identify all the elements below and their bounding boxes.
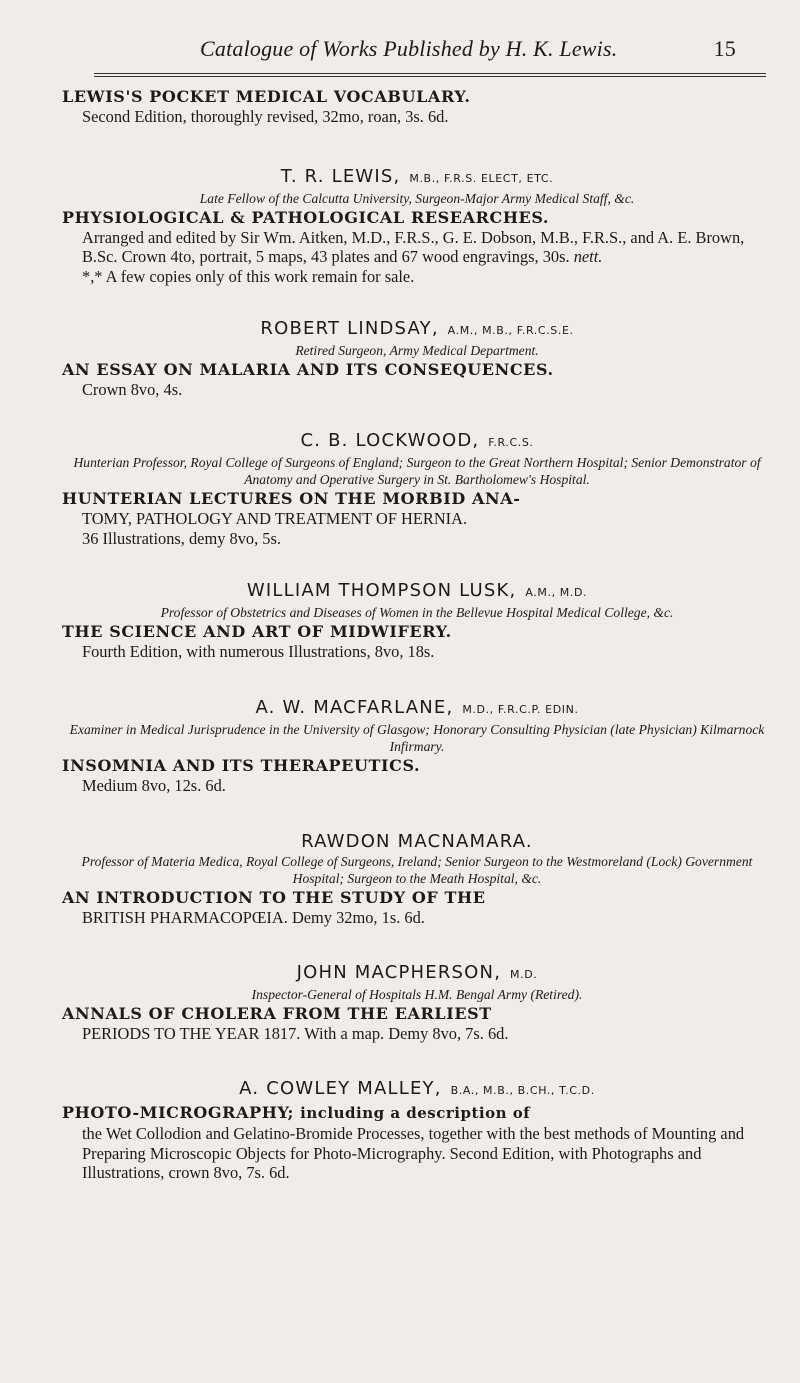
author-degrees: M.D., F.R.C.P. EDIN.	[462, 702, 579, 716]
author-name	[62, 317, 772, 342]
author-degrees: A.M., M.B., F.R.C.S.E.	[447, 323, 574, 337]
catalogue-entry	[62, 429, 772, 548]
book-details: Second Edition, thoroughly revised, 32mo, roan, 3s. 6d.	[82, 107, 449, 126]
book-title-continued-text: PERIODS TO THE YEAR 1817.	[82, 1023, 301, 1043]
catalogue-entry	[62, 1077, 772, 1183]
header-rule-thin	[94, 76, 766, 77]
book-details: Demy 32mo, 1s. 6d.	[291, 908, 425, 927]
author-name	[62, 1077, 772, 1102]
author-description: Hunterian Professor, Royal College of Surgeons of England; Surgeon to the Great Northern Hospital; Senior Demonstrator of Anatomy and Operative Surgery in St. Bartholomew's Hospital.	[73, 455, 761, 487]
catalogue-entry	[62, 961, 772, 1044]
header-rule	[94, 73, 766, 74]
author-name	[62, 579, 772, 604]
book-title-continued	[62, 1024, 772, 1044]
book-title-text: PHOTO-MICROGRAPHY;	[62, 1103, 294, 1122]
catalogue-entry	[62, 830, 772, 928]
book-title: LEWIS'S POCKET MEDICAL VOCABULARY.	[62, 87, 471, 106]
book-title-rest: including a description of	[300, 1104, 531, 1122]
author-degrees: F.R.C.S.	[488, 436, 534, 449]
catalogue-list	[62, 86, 772, 1207]
book-details: the Wet Collodion and Gelatino-Bromide Processes, together with the best methods of Mounting and Preparing Microscopic Objects for Photo-Micrography. Second Edition, with Photographs and Illustrations, crown 8vo, 7s. 6d.	[82, 1124, 745, 1182]
catalogue-entry	[62, 165, 772, 287]
availability-note: *,* A few copies only of this work remain for sale.	[82, 266, 415, 286]
running-head	[66, 36, 750, 66]
book-title: AN ESSAY ON MALARIA AND ITS CONSEQUENCES.	[62, 359, 554, 379]
author-name-text: T. R. LEWIS,	[280, 165, 401, 187]
author-description: Professor of Materia Medica, Royal College of Surgeons, Ireland; Senior Surgeon to the Westmoreland (Lock) Government Hospital; Surgeon to the Meath Hospital, &c.	[81, 854, 753, 886]
author-name	[62, 165, 772, 190]
author-degrees: B.A., M.B., B.CH., T.C.D.	[450, 1084, 595, 1097]
author-description: Inspector-General of Hospitals H.M. Bengal Army (Retired).	[251, 986, 583, 1002]
author-name	[62, 696, 772, 721]
book-details: Fourth Edition, with numerous Illustrations, 8vo, 18s.	[82, 642, 435, 661]
author-name	[62, 830, 772, 853]
book-title: PHYSIOLOGICAL & PATHOLOGICAL RESEARCHES.	[62, 207, 550, 227]
author-degrees: M.D.	[510, 967, 538, 981]
author-name	[62, 961, 772, 986]
book-title-continued-text: BRITISH PHARMACOPŒIA.	[82, 908, 288, 927]
author-description: Professor of Obstetrics and Diseases of Women in the Bellevue Hospital Medical College, &c.	[160, 605, 674, 620]
book-details: Crown 8vo, 4s.	[82, 379, 183, 399]
book-details-text: Arranged and edited by Sir Wm. Aitken, M.D., F.R.S., G. E. Dobson, M.B., F.R.S., and A. E. Brown, B.Sc. Crown 4to, portrait, 5 maps, 43 plates and 67 wood engravings, 30s.	[82, 227, 745, 266]
author-name-text: JOHN MACPHERSON,	[296, 961, 502, 983]
author-description: Late Fellow of the Calcutta University, Surgeon-Major Army Medical Staff, &c.	[199, 190, 635, 206]
book-details: 36 Illustrations, demy 8vo, 5s.	[82, 528, 281, 548]
book-title-continued: TOMY, PATHOLOGY AND TREATMENT OF HERNIA.	[82, 509, 468, 528]
author-degrees: M.B., F.R.S. ELECT, ETC.	[409, 171, 554, 185]
book-details: Medium 8vo, 12s. 6d.	[82, 775, 226, 795]
author-description: Examiner in Medical Jurisprudence in the University of Glasgow; Honorary Consulting Physician (late Physician) Kilmarnock Infirmary.	[69, 721, 765, 754]
book-title: HUNTERIAN LECTURES ON THE MORBID ANA-	[62, 489, 521, 508]
author-name-text: A. W. MACFARLANE,	[255, 696, 454, 718]
author-name-text: WILLIAM THOMPSON LUSK,	[246, 580, 517, 601]
catalogue-entry	[62, 86, 772, 127]
book-details-suffix: nett.	[573, 247, 603, 266]
page-number: 15	[713, 36, 736, 61]
author-name-text: ROBERT LINDSAY,	[260, 317, 439, 339]
book-title: ANNALS OF CHOLERA FROM THE EARLIEST	[62, 1003, 492, 1023]
catalogue-entry	[62, 579, 772, 662]
running-title: Catalogue of Works Published by H. K. Lewis.	[200, 36, 618, 61]
book-title	[62, 1102, 772, 1124]
author-name-text: C. B. LOCKWOOD,	[300, 430, 480, 451]
book-title-continued	[62, 908, 772, 928]
book-title: THE SCIENCE AND ART OF MIDWIFERY.	[62, 622, 452, 641]
author-description: Retired Surgeon, Army Medical Department.	[295, 342, 539, 358]
author-name-text: A. COWLEY MALLEY,	[239, 1078, 442, 1099]
author-degrees: A.M., M.D.	[525, 586, 588, 599]
book-title: INSOMNIA AND ITS THERAPEUTICS.	[62, 755, 421, 775]
book-title: AN INTRODUCTION TO THE STUDY OF THE	[62, 888, 486, 907]
author-name-text: RAWDON MACNAMARA.	[301, 831, 533, 852]
catalogue-entry	[62, 696, 772, 796]
book-details	[62, 228, 772, 267]
author-name	[62, 429, 772, 454]
catalogue-entry	[62, 317, 772, 400]
book-details: With a map. Demy 8vo, 7s. 6d.	[304, 1023, 509, 1043]
